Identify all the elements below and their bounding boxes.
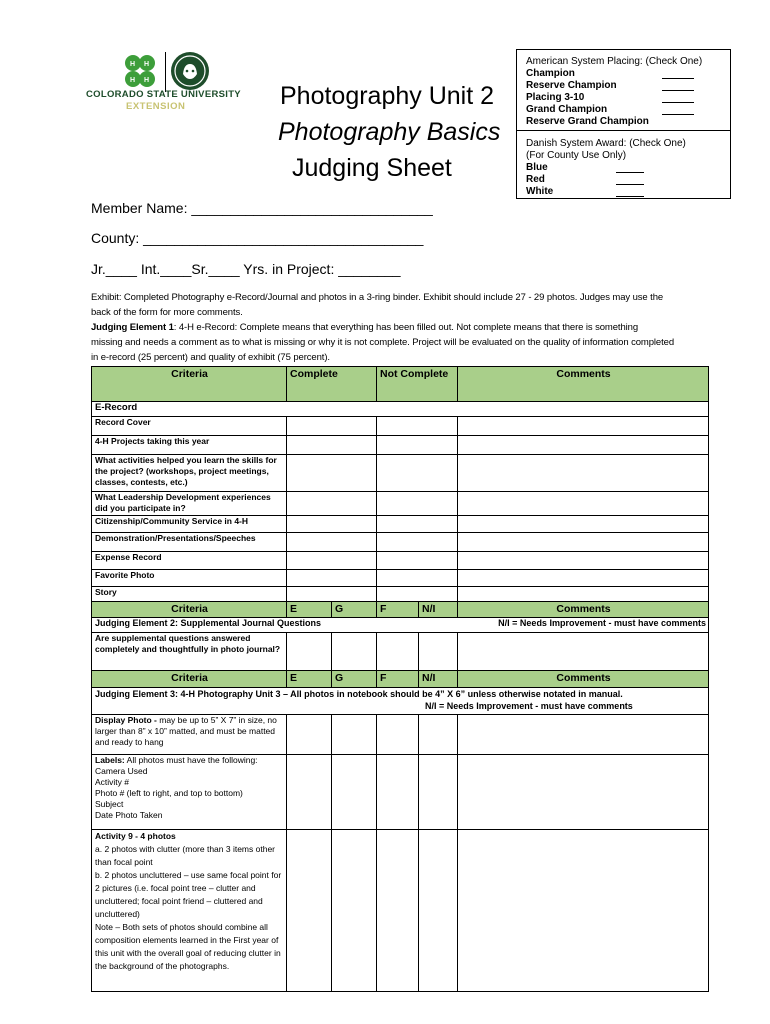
- je1-line-2: missing and needs a comment as to what is missing or why it is not complete. Project will be evaluated on the quality of information completed: [91, 337, 675, 348]
- table-row: [92, 436, 709, 455]
- comments-cell[interactable]: [458, 516, 709, 533]
- label-item: Date Photo Taken: [95, 810, 163, 820]
- level-years-field[interactable]: Jr.____ Int.____Sr.____ Yrs. in Project: ________: [91, 261, 401, 277]
- je2-title-row: [92, 618, 709, 633]
- award-option-red: Red: [526, 174, 545, 185]
- erecord-header-row: [92, 367, 709, 402]
- comments-header: Comments: [458, 671, 709, 688]
- e-cell[interactable]: [287, 755, 332, 830]
- comments-cell[interactable]: [458, 533, 709, 552]
- placing-box-divider: [517, 130, 730, 131]
- label-item: Camera Used: [95, 766, 148, 776]
- placing-option-grand-champion: Grand Champion: [526, 104, 608, 115]
- table-row: [92, 755, 709, 830]
- comments-header: Comments: [458, 602, 709, 618]
- complete-cell[interactable]: [287, 436, 377, 455]
- placing-option-3-10: Placing 3-10: [526, 92, 585, 103]
- title-line-2: Photography Basics: [278, 118, 501, 146]
- criteria-record-cover: Record Cover: [92, 417, 287, 436]
- table-row: [92, 417, 709, 436]
- exhibit-line-2: back of the form for more comments.: [91, 307, 243, 318]
- criteria-labels: [92, 755, 287, 830]
- criteria-favorite-photo: Favorite Photo: [92, 570, 287, 587]
- je3-title: Judging Element 3: 4-H Photography Unit 3 – All photos in notebook should be 4” X 6” unless otherwise notated in manual.: [95, 689, 623, 699]
- criteria-header: Criteria: [92, 602, 287, 618]
- judging-element-1-label: Judging Element 1: [91, 322, 174, 333]
- g-cell[interactable]: [332, 830, 377, 992]
- criteria-demonstration: Demonstration/Presentations/Speeches: [92, 533, 287, 552]
- f-cell[interactable]: [377, 755, 419, 830]
- display-photo-label: Display Photo -: [95, 715, 157, 725]
- member-name-field[interactable]: Member Name: _______________________________: [91, 200, 433, 216]
- american-placing-heading: American System Placing: (Check One): [526, 56, 703, 67]
- table-row: [92, 688, 709, 715]
- danish-award-note: (For County Use Only): [526, 150, 627, 161]
- ni-cell[interactable]: [419, 755, 458, 830]
- f-header: F: [377, 602, 419, 618]
- not-complete-cell[interactable]: [377, 455, 458, 492]
- checkbox-line[interactable]: [616, 172, 644, 173]
- labels-text: All photos must have the following:: [124, 755, 258, 765]
- checkbox-line[interactable]: [662, 114, 694, 115]
- criteria-citizenship: Citizenship/Community Service in 4-H: [92, 516, 287, 533]
- table-row: [92, 455, 709, 492]
- checkbox-line[interactable]: [616, 196, 644, 197]
- criteria-story: Story: [92, 587, 287, 602]
- table-row: [92, 618, 709, 633]
- comments-cell[interactable]: [458, 552, 709, 570]
- e-header: E: [287, 602, 332, 618]
- complete-cell[interactable]: [287, 455, 377, 492]
- table-row: [92, 492, 709, 516]
- not-complete-cell[interactable]: [377, 516, 458, 533]
- comments-header: Comments: [458, 367, 709, 402]
- not-complete-cell[interactable]: [377, 570, 458, 587]
- f-cell[interactable]: [377, 715, 419, 755]
- not-complete-cell[interactable]: [377, 552, 458, 570]
- ni-cell[interactable]: [419, 830, 458, 992]
- award-option-white: White: [526, 186, 554, 197]
- ni-cell[interactable]: [419, 633, 458, 671]
- complete-cell[interactable]: [287, 492, 377, 516]
- je3-ni-note: N/I = Needs Improvement - must have comments: [425, 701, 633, 711]
- complete-header: Complete: [287, 367, 377, 402]
- je3-title-row: [92, 688, 709, 715]
- title-line-3: Judging Sheet: [292, 154, 452, 182]
- svg-text:H: H: [130, 61, 136, 68]
- comments-cell[interactable]: [458, 492, 709, 516]
- label-item: Subject: [95, 799, 124, 809]
- ni-header: N/I: [419, 671, 458, 688]
- comments-cell[interactable]: [458, 417, 709, 436]
- activity-9-label: Activity 9 - 4 photos: [95, 831, 176, 841]
- complete-cell[interactable]: [287, 533, 377, 552]
- not-complete-cell[interactable]: [377, 533, 458, 552]
- svg-text:H: H: [144, 61, 150, 68]
- f-header: F: [377, 671, 419, 688]
- 4h-clover-logo: [120, 52, 160, 92]
- checkbox-line[interactable]: [662, 90, 694, 91]
- complete-cell[interactable]: [287, 417, 377, 436]
- criteria-expense-record: Expense Record: [92, 552, 287, 570]
- not-complete-cell[interactable]: [377, 492, 458, 516]
- erecord-section-title: E-Record: [92, 402, 287, 417]
- comments-cell[interactable]: [458, 587, 709, 602]
- ni-header: N/I: [419, 602, 458, 618]
- label-item: Activity #: [95, 777, 130, 787]
- checkbox-line[interactable]: [616, 184, 644, 185]
- table-row: [92, 633, 709, 671]
- title-line-1: Photography Unit 2: [280, 82, 495, 110]
- judging-table: [91, 366, 709, 992]
- placing-option-reserve-champion: Reserve Champion: [526, 80, 617, 91]
- extension-label: EXTENSION: [126, 101, 186, 112]
- comments-cell[interactable]: [458, 455, 709, 492]
- comments-cell[interactable]: [458, 570, 709, 587]
- activity-line: b. 2 photos uncluttered – use same focal point for 2 pictures (i.e. focal point tree – clutter and uncluttered; focal point friend – cluttered and uncluttered): [95, 870, 282, 919]
- comments-cell[interactable]: [458, 436, 709, 455]
- g-cell[interactable]: [332, 755, 377, 830]
- je2-title: Judging Element 2: Supplemental Journal Questions: [95, 618, 322, 628]
- placing-option-reserve-grand-champion: Reserve Grand Champion: [526, 116, 649, 127]
- complete-cell[interactable]: [287, 587, 377, 602]
- not-complete-cell[interactable]: [377, 436, 458, 455]
- e-cell[interactable]: [287, 830, 332, 992]
- placing-box: [516, 49, 731, 199]
- table-row: [92, 570, 709, 587]
- g-cell[interactable]: [332, 633, 377, 671]
- checkbox-line[interactable]: [662, 78, 694, 79]
- comments-cell[interactable]: [458, 633, 709, 671]
- criteria-activity-9: [92, 830, 287, 992]
- je1-line-3: in e-record (25 percent) and quality of exhibit (75 percent).: [91, 352, 330, 363]
- criteria-projects: 4-H Projects taking this year: [92, 436, 287, 455]
- criteria-header: Criteria: [92, 367, 287, 402]
- g-header: G: [332, 602, 377, 618]
- criteria-supplemental: Are supplemental questions answered completely and thoughtfully in photo journal?: [92, 633, 287, 671]
- comments-cell[interactable]: [458, 830, 709, 992]
- danish-award-heading: Danish System Award: (Check One): [526, 138, 686, 149]
- g-header: G: [332, 671, 377, 688]
- table-row: [92, 715, 709, 755]
- csu-ram-seal-icon: [171, 52, 209, 90]
- complete-cell[interactable]: [287, 552, 377, 570]
- comments-cell[interactable]: [458, 715, 709, 755]
- not-complete-header: Not Complete: [377, 367, 458, 402]
- not-complete-cell[interactable]: [377, 587, 458, 602]
- logo-divider: [165, 52, 166, 92]
- ni-cell[interactable]: [419, 715, 458, 755]
- f-cell[interactable]: [377, 830, 419, 992]
- activity-line: Note – Both sets of photos should combine all composition elements learned in the First year of this unit with the overall goal of reducing clutter in the background of the photographs.: [95, 922, 281, 971]
- placing-option-champion: Champion: [526, 68, 575, 79]
- criteria-leadership: What Leadership Development experiences did you participate in?: [92, 492, 287, 516]
- g-cell[interactable]: [332, 715, 377, 755]
- award-option-blue: Blue: [526, 162, 548, 173]
- activity-line: a. 2 photos with clutter (more than 3 items other than focal point: [95, 844, 276, 867]
- criteria-activities: What activities helped you learn the skills for the project? (workshops, project meetings, classes, contests, etc.): [92, 455, 287, 492]
- complete-cell[interactable]: [287, 516, 377, 533]
- table-row: [92, 830, 709, 992]
- criteria-display-photo: [92, 715, 287, 755]
- je3-header-row: [92, 671, 709, 688]
- table-row: [92, 516, 709, 533]
- display-photo-text: may be up to 5” X 7” in size, no larger than 8” x 10” matted, and must be matted and ready to hang: [95, 715, 277, 747]
- e-cell[interactable]: [287, 633, 332, 671]
- complete-cell[interactable]: [287, 570, 377, 587]
- county-field[interactable]: County: ____________________________________: [91, 230, 424, 246]
- not-complete-cell[interactable]: [377, 417, 458, 436]
- je2-ni-note: N/I = Needs Improvement - must have comments: [498, 618, 706, 628]
- e-header: E: [287, 671, 332, 688]
- e-cell[interactable]: [287, 715, 332, 755]
- table-row: [92, 552, 709, 570]
- comments-cell[interactable]: [458, 755, 709, 830]
- exhibit-instructions: [91, 290, 691, 365]
- checkbox-line[interactable]: [662, 102, 694, 103]
- label-item: Photo # (left to right, and top to bottom): [95, 788, 243, 798]
- table-row: [92, 533, 709, 552]
- exhibit-line-1: Exhibit: Completed Photography e-Record/Journal and photos in a 3-ring binder. Exhibit should include 27 - 29 photos. Judges may use the: [91, 292, 664, 303]
- svg-text:H: H: [130, 77, 136, 84]
- labels-label: Labels:: [95, 755, 125, 765]
- f-cell[interactable]: [377, 633, 419, 671]
- je2-header-row: [92, 602, 709, 618]
- je1-line-1: : 4-H e-Record: Complete means that everything has been filled out. Not complete means that there is something: [173, 322, 639, 333]
- section-spacer: [287, 402, 709, 417]
- table-row: [92, 402, 709, 417]
- table-row: [92, 587, 709, 602]
- university-name: COLORADO STATE UNIVERSITY: [86, 89, 241, 100]
- svg-text:H: H: [144, 77, 150, 84]
- criteria-header: Criteria: [92, 671, 287, 688]
